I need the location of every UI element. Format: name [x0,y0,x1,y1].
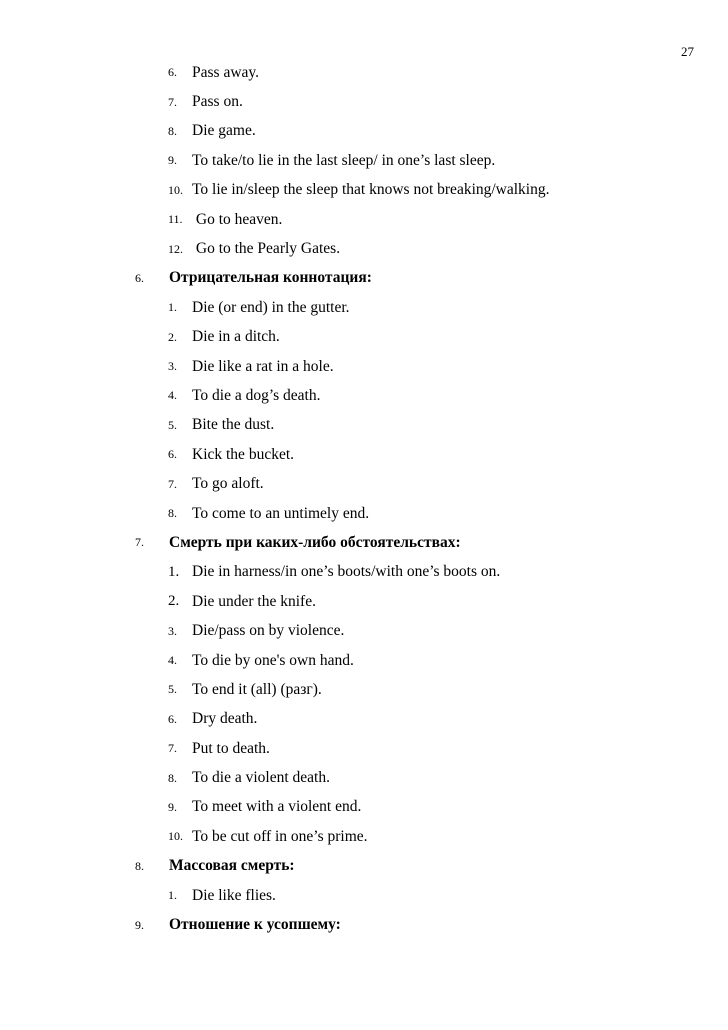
list-item-text: Pass on. [192,93,243,111]
section-number: 9. [135,917,144,932]
section-title: Отношение к усопшему: [169,916,341,934]
list-item [0,705,728,734]
list-item-number: 3. [168,623,177,638]
list-item [0,440,728,469]
list-item [0,234,728,263]
list-item-number: 1. [168,888,177,903]
section-heading [0,264,728,293]
list-item-number: 2. [168,593,180,610]
list-item-number: 12. [168,241,183,256]
list-item [0,411,728,440]
list-item-text: Pass away. [192,63,260,81]
list-item [0,616,728,645]
list-item-text: To die a violent death. [192,769,330,787]
list-item-number: 8. [168,506,177,521]
list-item-text: To lie in/sleep the sleep that knows not breaking/walking. [192,181,550,199]
list-item-number: 7. [168,741,177,756]
list-item-number: 10. [168,182,183,197]
list-item-number: 6. [168,447,177,462]
list-item-number: 4. [168,653,177,667]
list-item-number: 8. [168,770,177,785]
list-item-text: Go to heaven. [192,210,283,228]
list-item [0,881,728,910]
list-item-text: To end it (all) (разг). [192,680,322,698]
list-item-text: Die game. [192,122,256,140]
list-item-text: Put to death. [192,739,270,757]
list-item-text: To come to an untimely end. [192,504,370,522]
list-item [0,176,728,205]
list-item [0,205,728,234]
list-item-number: 6. [168,711,177,726]
document-body [0,58,728,940]
list-item-text: To be cut off in one’s prime. [192,827,368,845]
list-item-text: To take/to lie in the last sleep/ in one’s last sleep. [192,151,496,169]
list-item-text: To meet with a violent end. [192,798,362,816]
list-item-text: Die/pass on by violence. [192,622,345,640]
list-item-text: Die in a ditch. [192,328,280,346]
list-item-number: 7. [168,94,177,109]
list-item-number: 7. [168,476,177,491]
list-item-text: Die like a rat in a hole. [192,357,334,375]
list-item-number: 5. [168,682,177,697]
list-item-text: Go to the Pearly Gates. [192,240,341,258]
list-item [0,734,728,763]
list-item-text: Bite the dust. [192,416,275,434]
section-title: Массовая смерть: [169,857,295,875]
list-item-number: 6. [168,65,177,80]
list-item [0,323,728,352]
list-item-number: 1. [168,563,180,580]
list-item [0,381,728,410]
list-item [0,499,728,528]
list-item-number: 9. [168,153,177,168]
list-item-text: To go aloft. [192,475,264,493]
list-item-text: To die a dog’s death. [192,386,321,404]
list-item [0,293,728,322]
list-item-text: Die (or end) in the gutter. [192,298,350,316]
list-item [0,352,728,381]
section-title: Отрицательная коннотация: [169,269,372,287]
list-item-text: Dry death. [192,710,258,728]
page-number: 27 [681,44,694,59]
section-title: Смерть при каких-либо обстоятельствах: [169,533,461,551]
list-item-number: 4. [168,388,177,403]
list-item-number: 2. [168,329,177,344]
list-item-number: 11. [168,212,183,227]
list-item-text: Die under the knife. [192,592,316,610]
section-heading [0,910,728,939]
list-item [0,87,728,116]
section-heading [0,852,728,881]
list-item [0,117,728,146]
section-heading [0,528,728,557]
list-item-number: 1. [168,300,177,315]
list-item [0,763,728,792]
list-item-number: 9. [168,799,177,814]
list-item-text: To die by one's own hand. [192,651,354,669]
list-item-number: 3. [168,359,177,374]
list-item-number: 10. [168,829,183,844]
list-item [0,469,728,498]
list-item-text: Die in harness/in one’s boots/with one’s boots on. [192,563,501,581]
section-number: 8. [135,858,144,873]
section-number: 6. [135,270,144,285]
list-item [0,58,728,87]
list-item [0,793,728,822]
list-item-number: 5. [168,417,177,432]
list-item [0,146,728,175]
list-item-text: Kick the bucket. [192,445,295,463]
section-number: 7. [135,535,144,550]
list-item-text: Die like flies. [192,886,276,904]
list-item [0,646,728,675]
list-item [0,675,728,704]
list-item [0,558,728,587]
list-item-number: 8. [168,123,177,138]
list-item [0,587,728,616]
list-item [0,822,728,851]
